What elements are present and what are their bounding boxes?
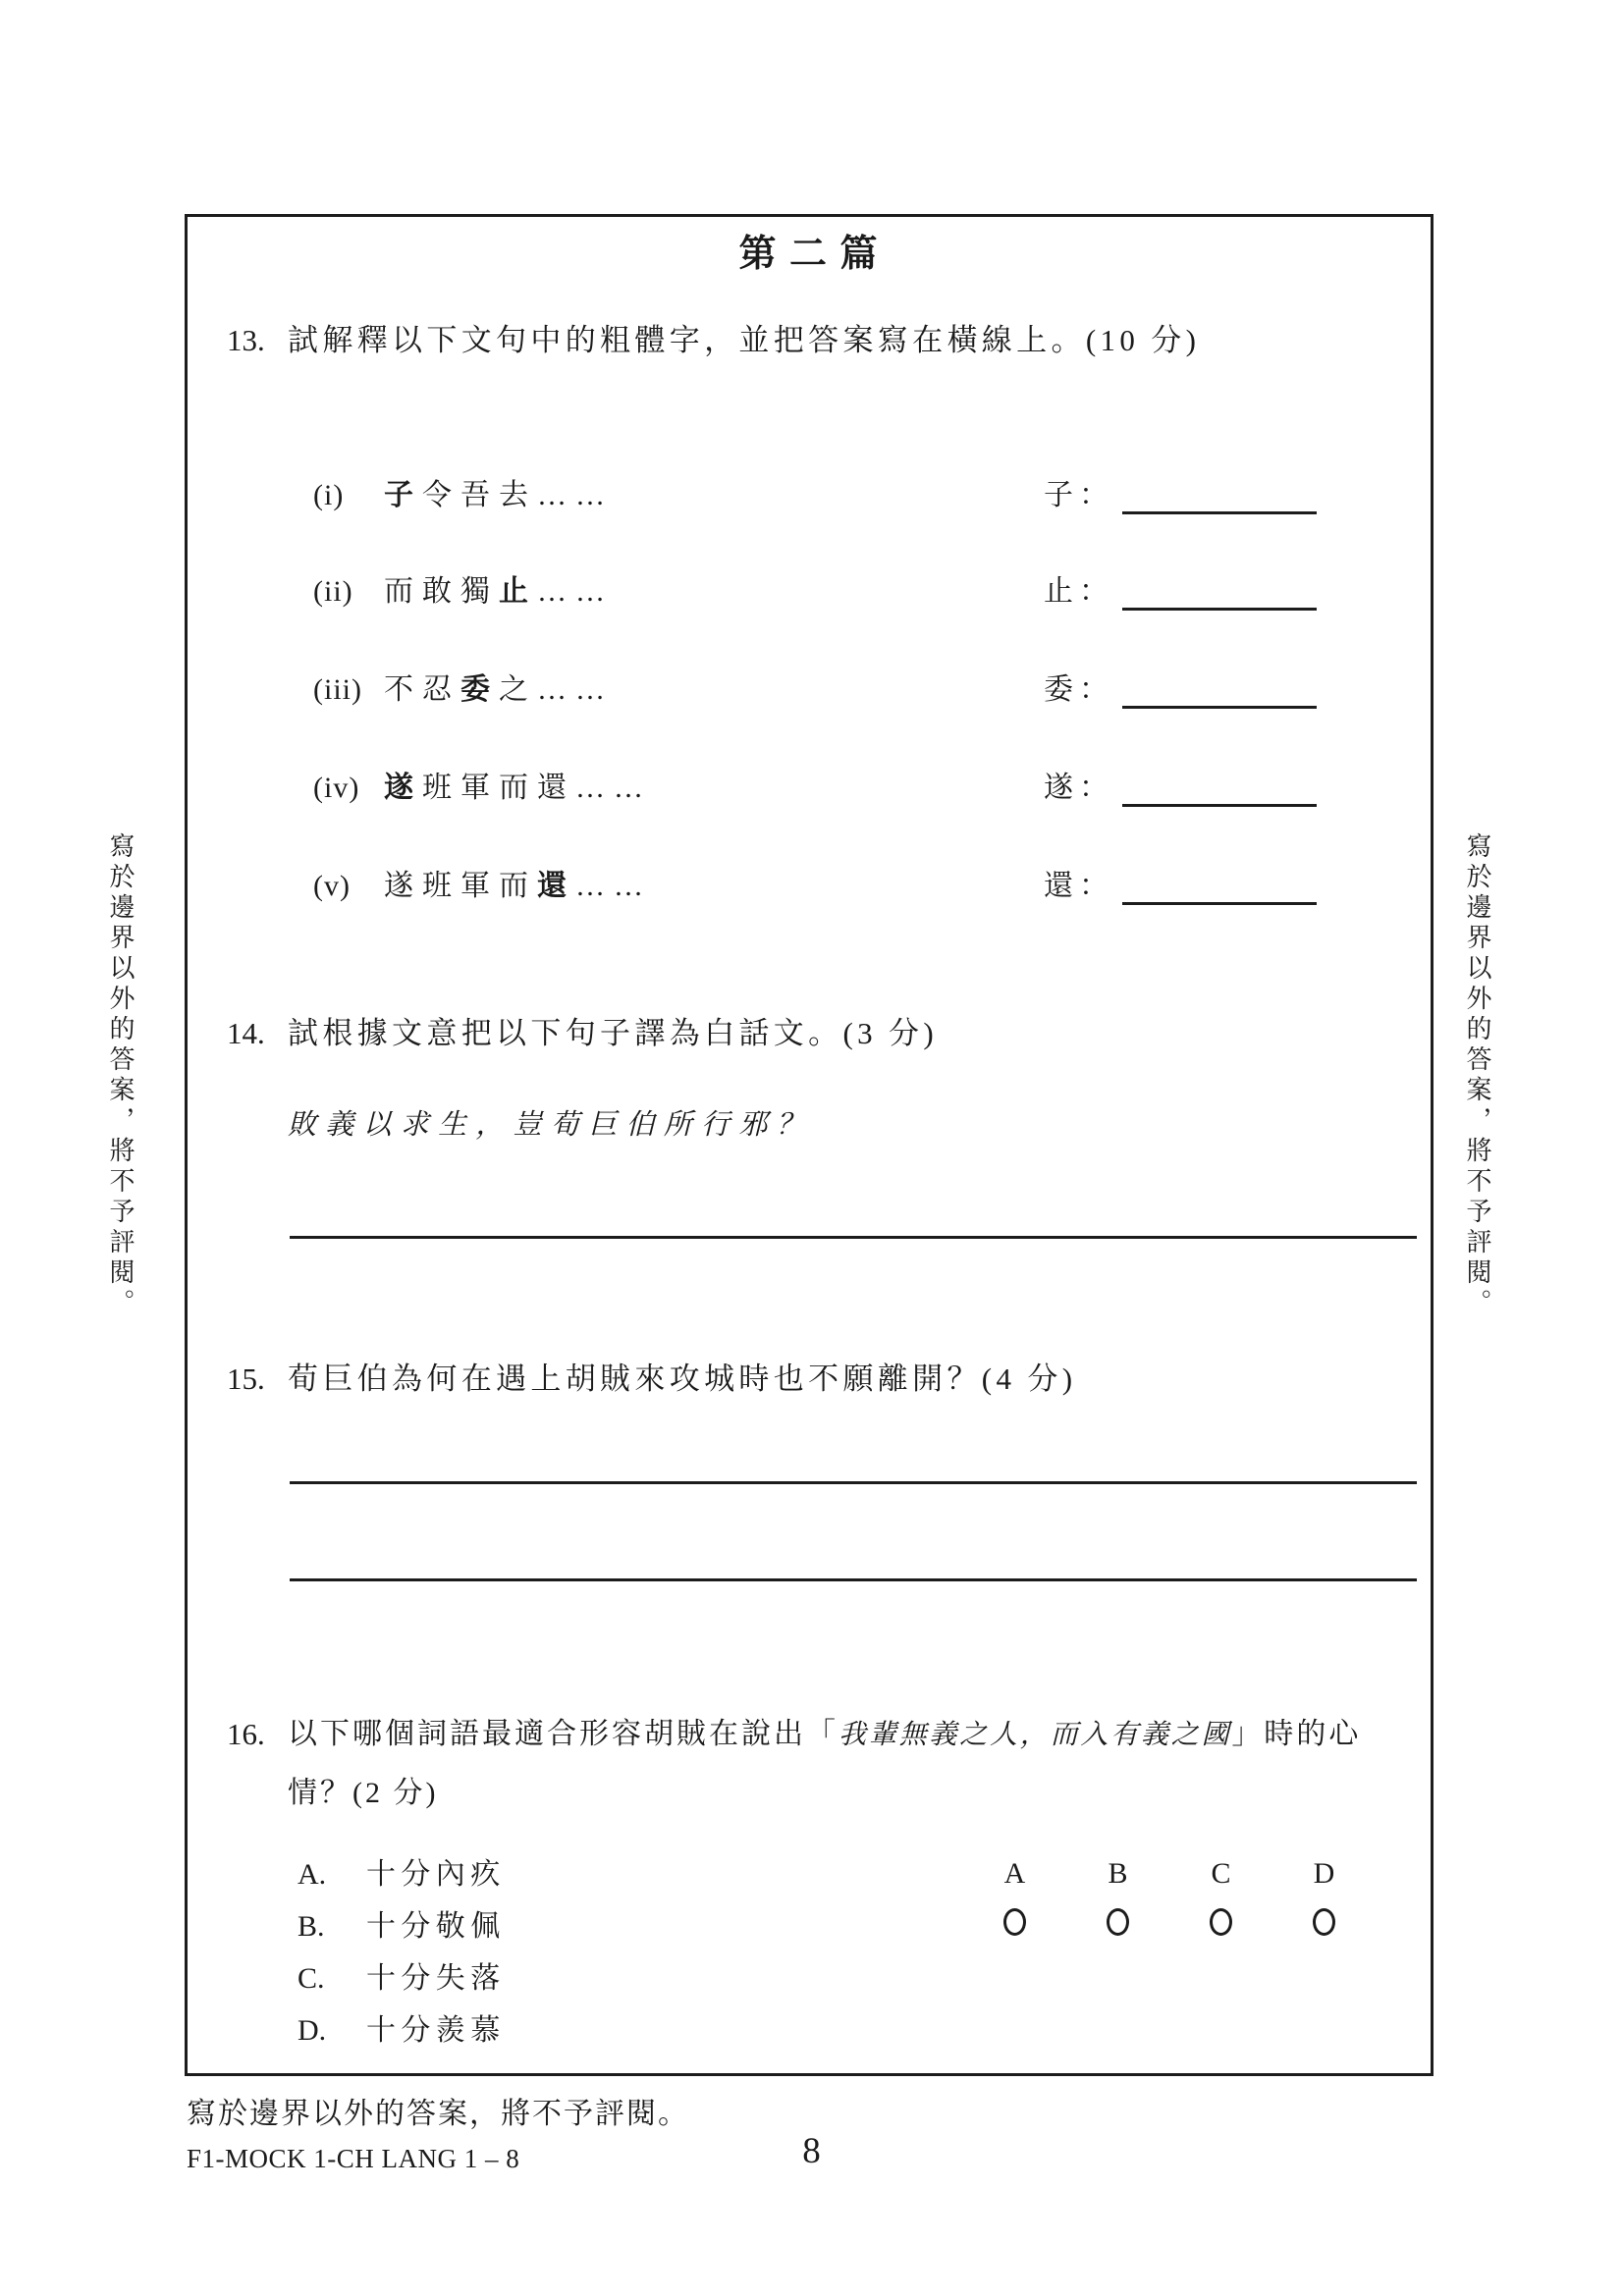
- item-label: (iii): [313, 673, 362, 706]
- item-text: [384, 670, 614, 710]
- answer-blank-line[interactable]: [1122, 867, 1317, 905]
- mc-bubble-cell: [963, 1907, 1066, 1947]
- option-text: 十分敬佩: [366, 1910, 506, 1943]
- answer-blank-line[interactable]: [1122, 670, 1317, 709]
- option-row-d: [188, 2010, 1431, 2052]
- item-bold-char: 止: [499, 575, 537, 608]
- answer-blank-line[interactable]: [1122, 769, 1317, 807]
- mc-header-letter-d: D: [1313, 1857, 1335, 1890]
- answer-char-label: 止：: [1044, 575, 1114, 608]
- mc-bubble-row: [963, 1907, 1376, 1947]
- option-text: 十分羨慕: [366, 2014, 506, 2047]
- answer-char-label: 子：: [1044, 479, 1114, 511]
- q14-prompt: 試根據文意把以下句子譯為白話文。(3 分): [288, 1016, 939, 1050]
- q16-prompt-before: 以下哪個詞語最適合形容胡賊在說出「: [288, 1718, 839, 1750]
- margin-note-left: 寫於邊界以外的答案，將不予評閱。: [106, 832, 135, 1319]
- item-text-pre: 遂班軍而: [384, 870, 537, 902]
- q13-item-row-i: [188, 476, 1431, 515]
- q16-prompt-line2: 情？(2 分): [288, 1777, 439, 1809]
- q16-prompt-after: 」時的心: [1231, 1718, 1362, 1750]
- q13-item-row-ii: [188, 572, 1431, 612]
- q16-prompt-row2: [188, 1772, 1431, 1815]
- item-bold-char: 遂: [384, 772, 422, 804]
- q16-prompt-line1: [288, 1713, 1361, 1757]
- mc-header-row: [963, 1854, 1376, 1894]
- item-text-post: ……: [575, 870, 652, 902]
- item-text: [384, 769, 652, 808]
- mc-bubble-a[interactable]: [1003, 1908, 1026, 1936]
- q13-number: 13.: [227, 323, 265, 357]
- q13-item-row-iii: [188, 670, 1431, 710]
- item-text: [384, 867, 652, 906]
- answer-line[interactable]: [290, 1578, 1417, 1581]
- answer-char-label: 委：: [1044, 673, 1114, 706]
- answer-blank-line[interactable]: [1122, 476, 1317, 514]
- item-text: [384, 572, 614, 612]
- item-text-post: 之……: [499, 673, 614, 706]
- answer-char-label: 還：: [1044, 870, 1114, 902]
- mc-bubble-cell: [1272, 1907, 1376, 1947]
- item-bold-char: 還: [537, 870, 575, 902]
- item-text-post: ……: [537, 575, 614, 608]
- item-bold-char: 子: [384, 479, 422, 511]
- answer-line[interactable]: [290, 1481, 1417, 1484]
- item-text-post: 班軍而還……: [422, 772, 652, 804]
- q16-number: 16.: [227, 1717, 265, 1751]
- option-label: B.: [298, 1910, 325, 1943]
- section-title: 第 二 篇: [738, 234, 880, 275]
- mc-header-letter-b: B: [1108, 1857, 1128, 1890]
- q14-number: 14.: [227, 1016, 265, 1050]
- q15-prompt: 荀巨伯為何在遇上胡賊來攻城時也不願離開？(4 分): [288, 1362, 1077, 1396]
- mc-bubble-cell: [1169, 1907, 1272, 1947]
- margin-note-right: 寫於邊界以外的答案，將不予評閱。: [1463, 832, 1491, 1319]
- q14-prompt-row: [188, 1012, 1431, 1055]
- q13-prompt-row: [188, 319, 1431, 362]
- mc-bubble-c[interactable]: [1210, 1908, 1232, 1936]
- footer-code: F1-MOCK 1-CH LANG 1 – 8: [187, 2144, 520, 2173]
- item-label: (iv): [313, 772, 360, 804]
- q15-prompt-row: [188, 1358, 1431, 1401]
- item-text-pre: 不忍: [384, 673, 460, 706]
- answer-region-border-box: [185, 214, 1434, 2076]
- mc-header-letter-a: A: [1003, 1857, 1026, 1890]
- answer-line[interactable]: [290, 1236, 1417, 1239]
- q14-quote-text: 敗義以求生，豈荀巨伯所行邪？: [288, 1109, 814, 1141]
- option-label: A.: [298, 1858, 327, 1891]
- q13-item-row-v: [188, 867, 1431, 906]
- q15-number: 15.: [227, 1362, 265, 1396]
- item-label: (v): [313, 870, 351, 902]
- q16-quote-text: 我輩無義之人，而入有義之國: [839, 1720, 1232, 1750]
- item-text-pre: 而敢獨: [384, 575, 499, 608]
- item-text-post: 令吾去……: [422, 479, 614, 511]
- q16-prompt-row: [188, 1713, 1431, 1756]
- item-text: [384, 476, 614, 515]
- answer-blank-line[interactable]: [1122, 572, 1317, 611]
- page-number: 8: [802, 2131, 821, 2171]
- answer-char-label: 遂：: [1044, 772, 1114, 804]
- q13-prompt: 試解釋以下文句中的粗體字，並把答案寫在橫線上。(10 分): [288, 323, 1201, 357]
- item-bold-char: 委: [460, 673, 499, 706]
- mc-bubble-cell: [1066, 1907, 1169, 1947]
- option-row-c: [188, 1958, 1431, 2000]
- option-text: 十分失落: [366, 1962, 506, 1995]
- q13-item-row-iv: [188, 769, 1431, 808]
- item-label: (i): [313, 479, 345, 511]
- mc-bubble-d[interactable]: [1313, 1908, 1335, 1936]
- item-label: (ii): [313, 575, 353, 608]
- option-label: C.: [298, 1962, 325, 1995]
- mc-header-letter-c: C: [1211, 1857, 1231, 1890]
- mc-bubble-b[interactable]: [1107, 1908, 1129, 1936]
- option-label: D.: [298, 2014, 327, 2047]
- bottom-margin-note: 寫於邊界以外的答案，將不予評閱。: [187, 2098, 689, 2130]
- option-text: 十分內疚: [366, 1858, 506, 1891]
